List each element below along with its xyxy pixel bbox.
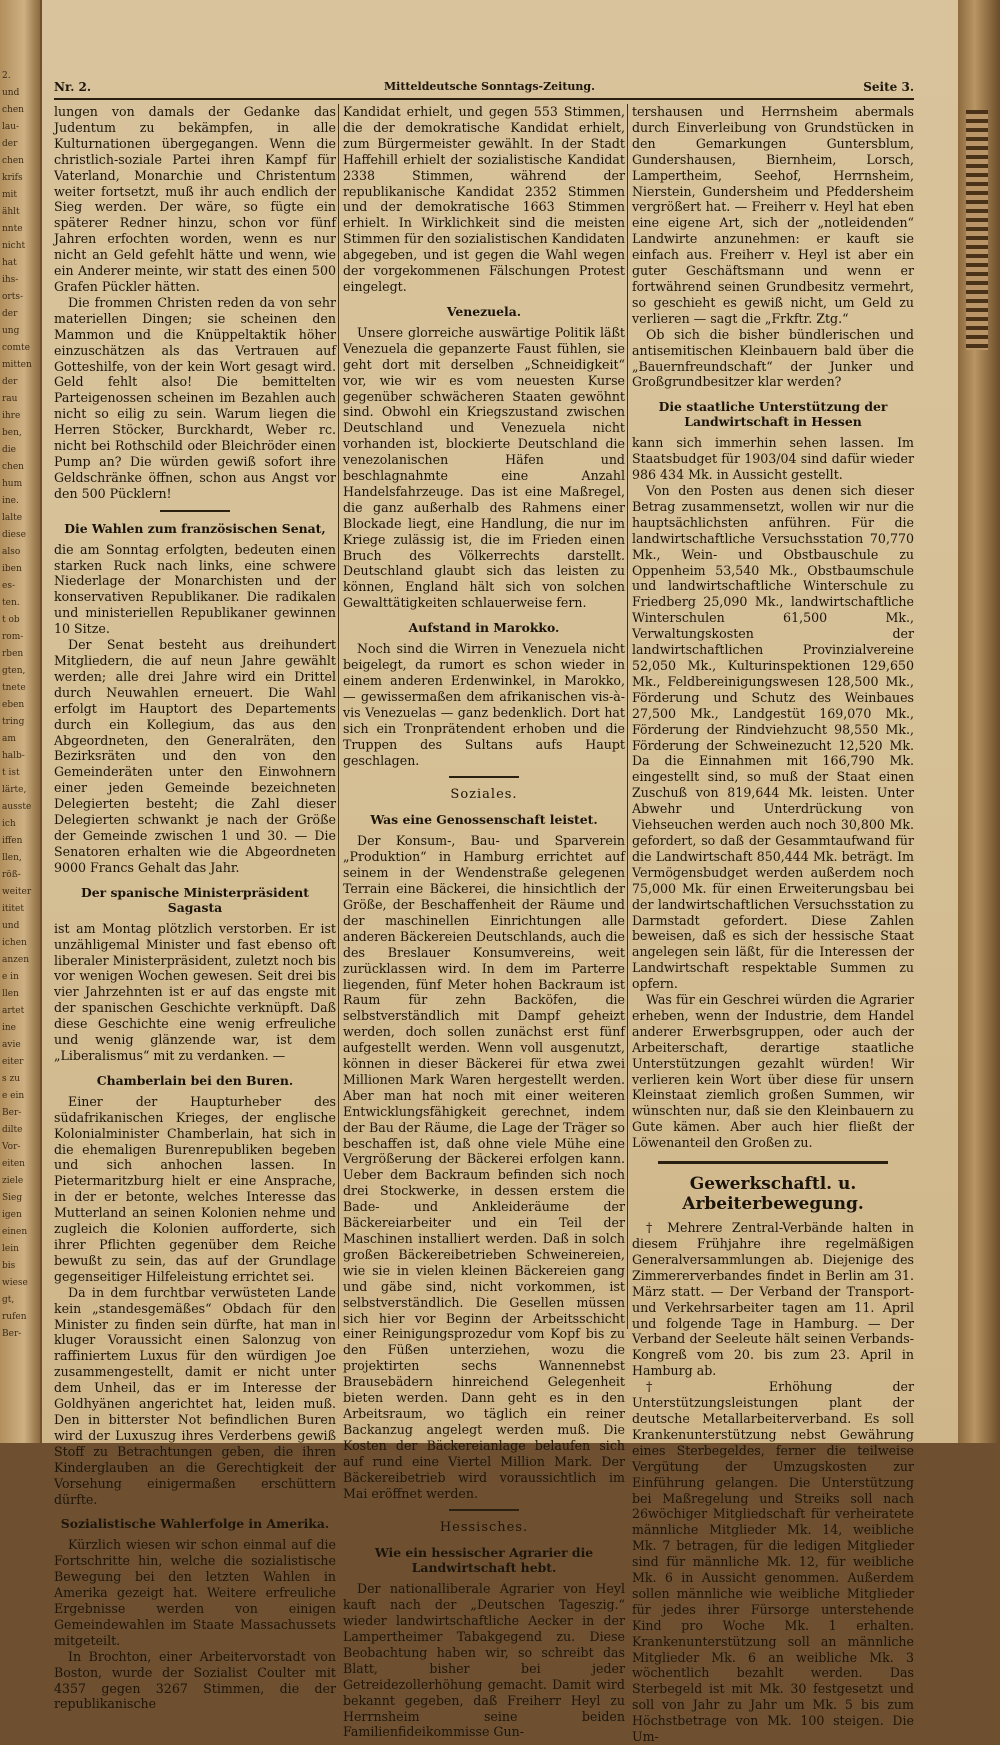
left-page-fragment: ben, <box>2 428 22 438</box>
left-page-fragment: lalte <box>2 513 23 523</box>
right-page-edge <box>958 0 1000 1443</box>
article-paragraph: lungen von damals der Gedanke das Judentum zu bekämpfen, in alle Kulturnationen übergegangen. Wenn die christlich-soziale Partei ihren Kampf für Vaterland, Monarchie und Christentum weiter fortsetzt, muß ihr auch endlich der Sieg werden. Der wäre, so fügte ein späterer Redner hinzu, schon vor fünf Jahren erfochten worden, wenn es nur nicht an Geld gefehlt hätte und wenn, wie ein Anderer meinte, wir statt des einen 500 Grafen Pückler hätten. <box>54 104 336 294</box>
left-page-fragment: also <box>2 547 21 557</box>
left-page-fragment: Sieg <box>2 1193 23 1203</box>
left-page-fragment: igen <box>2 1210 22 1220</box>
left-page-fragment: die <box>2 445 16 455</box>
article-paragraph: Der Senat besteht aus dreihundert Mitgliedern, die auf neun Jahre gewählt werden; alle drei Jahre wird ein Drittel durch Neuwahlen erneuert. Die Wahl erfolgt im Hauptort des Departements durch ein Kollegium, das aus den Abgeordneten, den Generalräten, den Bezirksräten und den von den Gemeinderäten unter den Einwohnern einer jeden Gemeinde bezeichneten Delegierten besteht; die Zahl dieser Delegierten schwankt je nach der Größe der Gemeinde zwischen 1 und 30. — Die Senatoren erhalten wie die Abgeordneten 9000 Francs Gehalt das Jahr. <box>54 637 336 875</box>
left-page-fragment: es- <box>2 581 15 591</box>
left-page-fragment: röß- <box>2 870 21 880</box>
left-page-fragment: ten. <box>2 598 20 608</box>
left-page-fragment: s zu <box>2 1074 21 1084</box>
left-page-fragment: rben <box>2 649 24 659</box>
left-page-fragment: Ber- <box>2 1329 22 1339</box>
left-page-fragment: ihre <box>2 411 21 421</box>
left-page-fragment: ich <box>2 819 16 829</box>
column-rule-1 <box>338 104 339 1329</box>
left-page-fragment: hat <box>2 258 17 268</box>
left-page-fragment: lärte, <box>2 785 27 795</box>
rubric-soziales: Soziales. <box>450 787 518 803</box>
left-page-fragment: e ein <box>2 1091 25 1101</box>
separator <box>449 776 519 778</box>
separator <box>449 1509 519 1511</box>
article-paragraph: † Mehrere Zentral-Verbände halten in diesem Frühjahre ihre regelmäßigen Generalversammlungen ab. Diejenige des Zimmererverbandes findet in Berlin am 31. März statt. — Der Verband der Transport- und Verkehrsarbeiter tagen am 11. April und folgende Tage in Hamburg. — Der Verband der Seeleute hält seinen Verbands-Kongreß vom 20. bis zum 23. April in Hamburg ab. <box>632 1220 914 1379</box>
left-page-fragment: eben <box>2 700 25 710</box>
left-page-fragment: ählt <box>2 207 20 217</box>
left-page-fragment: am <box>2 734 16 744</box>
header-rule <box>54 98 914 100</box>
article-paragraph: Kürzlich wiesen wir schon einmal auf die Fortschritte hin, welche die sozialistische Bewegung bei den letzten Wahlen in Amerika gezeigt hat. Weitere erfreuliche Ergebnisse werden von einigen Gemeindewahlen im Staate Massachussets mitgeteilt. <box>54 1537 336 1648</box>
column-2 <box>343 104 625 1740</box>
left-page-fragment: einen <box>2 1227 28 1237</box>
page-header <box>54 80 914 98</box>
left-page-fragment: Ber- <box>2 1108 22 1118</box>
left-page-fragment: llen <box>2 989 19 999</box>
left-page-fragment: anzen <box>2 955 30 965</box>
left-page-fragment: Vor- <box>2 1142 21 1152</box>
article-paragraph: die am Sonntag erfolgten, bedeuten einen starken Ruck nach links, eine schwere Niederlage der Monarchisten und der konservativen Republikaner. Die radikalen und ministeriellen Republikaner gewinnen 10 Sitze. <box>54 541 336 637</box>
column-1 <box>54 104 336 1712</box>
headline-sagasta: Der spanische Ministerpräsident Sagasta <box>80 884 309 915</box>
left-page-fragment: tnete <box>2 683 26 693</box>
left-page-fragment: gten, <box>2 666 26 676</box>
left-page-fragment: diese <box>2 530 26 540</box>
article-paragraph: Da in dem furchtbar verwüsteten Lande kein „standesgemäßes“ Obdach für den Minister zu finden sein dürfte, hat man in kluger Voraussicht einen Salonzug von raffiniertem Luxus für den würdigen Joe zusammengestellt, damit er nicht unter dem Unheil, das er im Interesse der Goldhyänen angerichtet hat, leiden muß. Den in bitterster Not befindlichen Buren wird der Luxuszug ihres Verderbens gewiß Stoff zu Betrachtungen geben, die ihren Kinderglauben an die Gerechtigkeit der Vorsehung einigermaßen erschüttern dürfte. <box>54 1284 336 1507</box>
issue-number: Nr. 2. <box>54 80 92 94</box>
left-page-fragment: bis <box>2 1261 16 1271</box>
left-page-fragment: und <box>2 921 20 931</box>
left-page-fragment: lein <box>2 1244 19 1254</box>
article-paragraph: ist am Montag plötzlich verstorben. Er ist unzähligemal Minister und fast ebenso oft liberaler Ministerpräsident, zuletzt noch bis vor wenigen Wochen gewesen. Seit drei bis vier Jahrzehnten ist er auf das engste mit der spanischen Geschichte verknüpft. Daß diese Geschichte eine wenig erfreuliche und wenig glänzende war, ist dem „Liberalismus“ mit zu verdanken. — <box>54 920 336 1063</box>
article-paragraph: Der Konsum-, Bau- und Sparverein „Produktion“ in Hamburg errichtet auf seinem in der Wendenstraße gelegenen Terrain eine Bäckerei, die hinsichtlich der Größe, der Beschaffenheit der Räume und der maschinellen Einrichtungen alle anderen Bäckereien Deutschlands, auch die des Breslauer Konsumvereins, weit zurücklassen wird. In dem im Parterre liegenden, fünf Meter hohen Backraum ist Raum für zehn Backöfen, die selbstverständlich mit Dampf geheizt werden, doch sollen zunächst erst fünf aufgestellt werden. Wenn voll ausgenutzt, können in dieser Bäckerei für etwa zwei Millionen Mark Waren hergestellt werden. Aber man hat noch mit einer weiteren Entwicklungsfähigkeit gerechnet, indem der Bau der Räume, die Lage der Träger so beschaffen ist, daß ohne viele Mühe eine Vergrößerung der Bäckerei erfolgen kann. Ueber dem Backraum befinden sich noch drei Stockwerke, in dessen erstem die Bade- und Ankleideräume der Bäckereiarbeiter und ein Teil der Maschinen installiert werden. Daß in solch großen Bäckereibetrieben Schweinereien, wie sie in vielen kleinen Bäckereien gang und gäbe sind, nicht vorkommen, ist selbstverständlich. Die Gesellen müssen sich hier vor Beginn der Arbeitsschicht einer Reinigungsprozedur vom Kopf bis zu den Füßen unterziehen, wozu die projektirten sechs Wannennebst Brausebädern hinreichend Gelegenheit bieten werden. Dann geht es in den Arbeitsraum, wo täglich ein reiner Backanzug angelegt werden muß. Die Kosten der Bäckereianlage belaufen sich auf rund eine Viertel Million Mark. Der Bäckereibetrieb wird voraussichtlich im Mai eröffnet werden. <box>343 833 625 1501</box>
article-paragraph: † Erhöhung der Unterstützungsleistungen plant der deutsche Metallarbeiterverband. Es soll Krankenunterstützung nebst Gewährung eines Sterbegeldes, ferner die teilweise Vergütung der Umzugskosten zur Einführung gelangen. Die Unterstützung bei Maßregelung und Streiks soll nach 26wöchiger Mitgliedschaft für verheiratete männliche Mitglieder Mk. 14, weibliche Mk. 7 betragen, für die ledigen Mitglieder sind für männliche Mk. 12, für weibliche Mk. 6 in Aussicht genommen. Außerdem sollen männliche wie weibliche Mitglieder für jedes ihrer Fürsorge unterstehende Kind pro Woche Mk. 1 erhalten. Krankenunterstützung soll an männliche Mitglieder Mk. 6 an weibliche Mk. 3 wöchentlich bezahlt werden. Das Sterbegeld ist mit Mk. 30 festgesetzt und soll von Jahr zu Jahr um Mk. 5 bis zum Höchstbetrage von Mk. 100 steigen. Die Um- <box>632 1379 914 1745</box>
left-page-fragment: eiten <box>2 1159 25 1169</box>
article-paragraph: Was für ein Geschrei würden die Agrarier erheben, wenn der Industrie, dem Handel anderer Erwerbsgruppen, oder auch der Arbeiterschaft, derartige staatliche Unterstützungen gezahlt würden! Wir verlieren kein Wort über diese für unsern Kleinstaat ziemlich großen Summen, wir wünschten nur, daß sie den Kleinbauern zu Gute kämen. Aber auch hier fließt der Löwenanteil den Großen zu. <box>632 992 914 1151</box>
headline-agrarier: Wie ein hessischer Agrarier die Landwirtschaft hebt. <box>374 1545 594 1576</box>
headline-genossenschaft: Was eine Genossenschaft leistet. <box>370 812 598 828</box>
left-page-fragment: orts- <box>2 292 23 302</box>
left-page-fragment: ine. <box>2 496 19 506</box>
separator <box>160 510 230 512</box>
article-paragraph: tershausen und Herrnsheim abermals durch Einverleibung von Grundstücken in den Gemarkungen Guntersblum, Gundershausen, Biernheim, Lorsch, Lampertheim, Seehof, Herrnsheim, Nierstein, Gundersheim und Pfeddersheim vergrößert hat. — Freiherr v. Heyl hat eben eine eigene Art, sich der „notleidenden“ Landwirte anzunehmen: er kauft sie einfach aus. Freiherr v. Heyl ist aber ein guter Geschäftsmann und wenn er fortwährend seinen Grundbesitz vermehrt, so geschieht es gewiß nicht, um Geld zu verlieren — sagt die „Frkftr. Ztg.“ <box>632 104 914 326</box>
left-page-fragment: krifs <box>2 173 23 183</box>
newspaper-page <box>42 0 958 1745</box>
left-page-fragment: chen <box>2 105 24 115</box>
article-paragraph: kann sich immerhin sehen lassen. Im Staatsbudget für 1903/04 sind dafür wieder 986 434 Mk. in Aussicht gestellt. <box>632 435 914 483</box>
left-page-fragment: mit <box>2 190 18 200</box>
column-3 <box>632 104 914 1745</box>
left-page-fragment: ititet <box>2 904 24 914</box>
headline-venezuela: Venezuela. <box>446 303 522 319</box>
newspaper-title: Mitteldeutsche Sonntags-Zeitung. <box>384 80 595 93</box>
left-page-fragment: ziele <box>2 1176 24 1186</box>
left-page-fragment: ung <box>2 326 20 336</box>
left-page-fragment: der <box>2 139 18 149</box>
left-page-fragment: tring <box>2 717 25 727</box>
headline-buren: Chamberlain bei den Buren. <box>96 1072 294 1088</box>
left-page-fragment: halb- <box>2 751 25 761</box>
left-page-fragment: der <box>2 309 18 319</box>
left-page-fragment: llen, <box>2 853 22 863</box>
left-page-fragment: chen <box>2 156 24 166</box>
left-page-fragment: hum <box>2 479 23 489</box>
left-page-fragment: e in <box>2 972 19 982</box>
left-page-fragment: ausste <box>2 802 32 812</box>
column-rule-2 <box>627 104 628 1329</box>
left-page-fragment: nicht <box>2 241 26 251</box>
left-page-fragment: t ist <box>2 768 20 778</box>
left-page-fragment: nnte <box>2 224 23 234</box>
article-paragraph: Einer der Haupturheber des südafrikanischen Krieges, der englische Kolonialminister Chamberlain, hat sich in die ehemaligen Burenrepubliken begeben und sich anhochen lassen. In Pietermaritzburg hielt er eine Ansprache, in der er betonte, welches Interesse das Mutterland an seinen Kolonien nehme und zugleich die Kolonien aufforderte, sich ihrer Pflichten gegenüber dem Reiche bewußt zu sein, das auf der Grundlage gegenseitiger Hilfeleistung errichtet sei. <box>54 1093 336 1284</box>
left-page-fragment: lau- <box>2 122 20 132</box>
headline-senat: Die Wahlen zum französischen Senat, <box>64 520 326 536</box>
article-paragraph: In Brochton, einer Arbeitervorstadt von Boston, wurde der Sozialist Coulter mit 4357 gegen 3267 Stimmen, die der republikanische <box>54 1648 336 1712</box>
left-page-edge <box>0 0 40 1443</box>
left-page-fragment: dilte <box>2 1125 23 1135</box>
left-page-fragment: weiter <box>2 887 32 897</box>
left-page-fragment: wiese <box>2 1278 28 1288</box>
left-page-fragment: 2. <box>2 71 11 81</box>
separator-wide <box>658 1161 888 1164</box>
left-page-fragment: iffen <box>2 836 23 846</box>
left-page-fragment: mitten <box>2 360 32 370</box>
left-page-fragment: der <box>2 377 18 387</box>
left-page-fragment: ine <box>2 1023 17 1033</box>
left-page-fragment: eiter <box>2 1057 24 1067</box>
left-page-fragment: iben <box>2 564 22 574</box>
article-paragraph: Kandidat erhielt, und gegen 553 Stimmen, die der demokratische Kandidat erhielt, zum Bürgermeister gewählt. In der Stadt Haffehill erhielt der sozialistische Kandidat 2338 Stimmen, während der republikanische Kandidat 2352 Stimmen und der demokratische 1663 Stimmen erhielt. In Wirklichkeit sind die meisten Stimmen für den sozialistischen Kandidaten abgegeben, und ist gegen die Wahl wegen der vorgekommenen Fälschungen Protest eingelegt. <box>343 104 625 294</box>
article-paragraph: Die frommen Christen reden da von sehr materiellen Dingen; sie scheinen den Mammon und die Knüppeltaktik höher einzuschätzen als das Vertrauen auf Gotteshilfe, von der kein Wort gesagt wird. Geld fehlt also! Die bemittelten Parteigenossen scheinen im Bezahlen auch nicht so eilig zu sein. Warum liegen die Herren Stöcker, Burckhardt, Weber rc. nicht bei Rothschild oder Bleichröder einen Pump an? Die würden gewiß sofort ihre Geldschränke öffnen, schon aus Angst vor den 500 Pücklern! <box>54 294 336 501</box>
left-page-fragment: und <box>2 88 20 98</box>
left-page-fragment: t ob <box>2 615 20 625</box>
binding-tab <box>966 110 988 350</box>
left-page-fragment: ihs- <box>2 275 19 285</box>
left-page-fragment: comte <box>2 343 30 353</box>
left-page-fragment: chen <box>2 462 24 472</box>
article-paragraph: Der nationalliberale Agrarier von Heyl kauft nach der „Deutschen Tageszig.“ wieder landwirtschaftliche Aecker in der Lampertheimer Tabakgegend zu. Diese Beobachtung haben wir, so schreibt das Blatt, bisher bei jeder Getreidezollerhöhung gemacht. Damit wird bekannt gegeben, daß Freiherr Heyl zu Herrnsheim seine beiden Familienfideikommisse Gun- <box>343 1581 625 1740</box>
left-page-fragment: rufen <box>2 1312 27 1322</box>
left-page-fragment: avie <box>2 1040 21 1050</box>
left-page-fragment: ichen <box>2 938 27 948</box>
article-paragraph: Noch sind die Wirren in Venezuela nicht beigelegt, da rumort es schon wieder in einem anderen Erdenwinkel, in Marokko, — gewissermaßen dem afrikanischen vis-à-vis Venezuelas — ganz bedenklich. Dort hat sich ein Tronprätendent erhoben und die Truppen des Sultans aufs Haupt geschlagen. <box>343 641 625 768</box>
left-page-fragment: artet <box>2 1006 25 1016</box>
left-page-fragment: rau <box>2 394 18 404</box>
left-page-fragment: gt, <box>2 1295 15 1305</box>
page-number: Seite 3. <box>863 80 914 94</box>
article-paragraph: Ob sich die bisher bündlerischen und antisemitischen Kleinbauern bald über die „Bauernfreundschaft“ der Junker und Großgrundbesitzer klar werden? <box>632 326 914 390</box>
rubric-hessisches: Hessisches. <box>439 1520 529 1536</box>
left-page-fragment: rom- <box>2 632 24 642</box>
article-paragraph: Unsere glorreiche auswärtige Politik läßt Venezuela die gepanzerte Faust fühlen, sie geht dort mit derselben „Schneidigkeit“ vor, wie wir es vom neuesten Kurse gegenüber schwächeren Staaten gewöhnt sind. Obwohl ein Kriegszustand zwischen Deutschland und Venezuela nicht vorhanden ist, blockierte Deutschland die venezolanischen Häfen und beschlagnahmte eine Anzahl Handelsfahrzeuge. Das ist eine Maßregel, die ganz außerhalb des Rahmens einer Blockade liegt, eine Handlung, die nur im Kriege zulässig ist, die im Frieden einen Bruch des Völkerrechts darstellt. Deutschland glaubt sich das leisten zu können, England hält sich von solchen Gewalttätigkeiten schlauerweise fern. <box>343 324 625 611</box>
headline-gewerkschaft: Gewerkschaftl. u. Arbeiterbewegung. <box>682 1174 864 1215</box>
headline-hessen: Die staatliche Unterstützung der Landwirtschaft in Hessen <box>658 399 888 430</box>
headline-marokko: Aufstand in Marokko. <box>408 620 560 636</box>
headline-amerika: Sozialistische Wahlerfolge in Amerika. <box>60 1516 330 1532</box>
article-paragraph: Von den Posten aus denen sich dieser Betrag zusammensetzt, wollen wir nur die hauptsächlichsten anführen. Für die landwirtschaftliche Versuchsstation 70,770 Mk., Wein- und Obstbauschule zu Oppenheim 53,540 Mk., Obstbaumschule und landwirtschaftliche Winterschule zu Friedberg 25,090 Mk., landwirtschaftliche Winterschulen 61,500 Mk., Verwaltungskosten der landwirtschaftlichen Provinzialvereine 52,050 Mk., Kulturinspektionen 129,650 Mk., Feldbereinigungswesen 128,500 Mk., Förderung und Schutz des Weinbaues 27,500 Mk., Landgestüt 169,070 Mk., Förderung der Rindviehzucht 98,550 Mk., Förderung der Schweinezucht 12,520 Mk. Da die Einnahmen mit 166,790 Mk. eingestellt sind, so muß der Staat einen Zuschuß von 819,644 Mk. leisten. Unter Abwehr und Unterdrückung von Viehseuchen werden auch noch 30,800 Mk. gefordert, so daß der Gesammtaufwand für die Landwirtschaft 850,444 Mk. beträgt. Im Vermögensbudget werden außerdem noch 75,000 Mk. für einen Erweiterungsbau bei der landwirtschaftlichen Versuchsstation zu Darmstadt gefordert. Diese Zahlen beweisen, daß es sich der hessische Staat angelegen sein läßt, für die Interessen der Landwirtschaft respektable Summen zu opfern. <box>632 483 914 992</box>
